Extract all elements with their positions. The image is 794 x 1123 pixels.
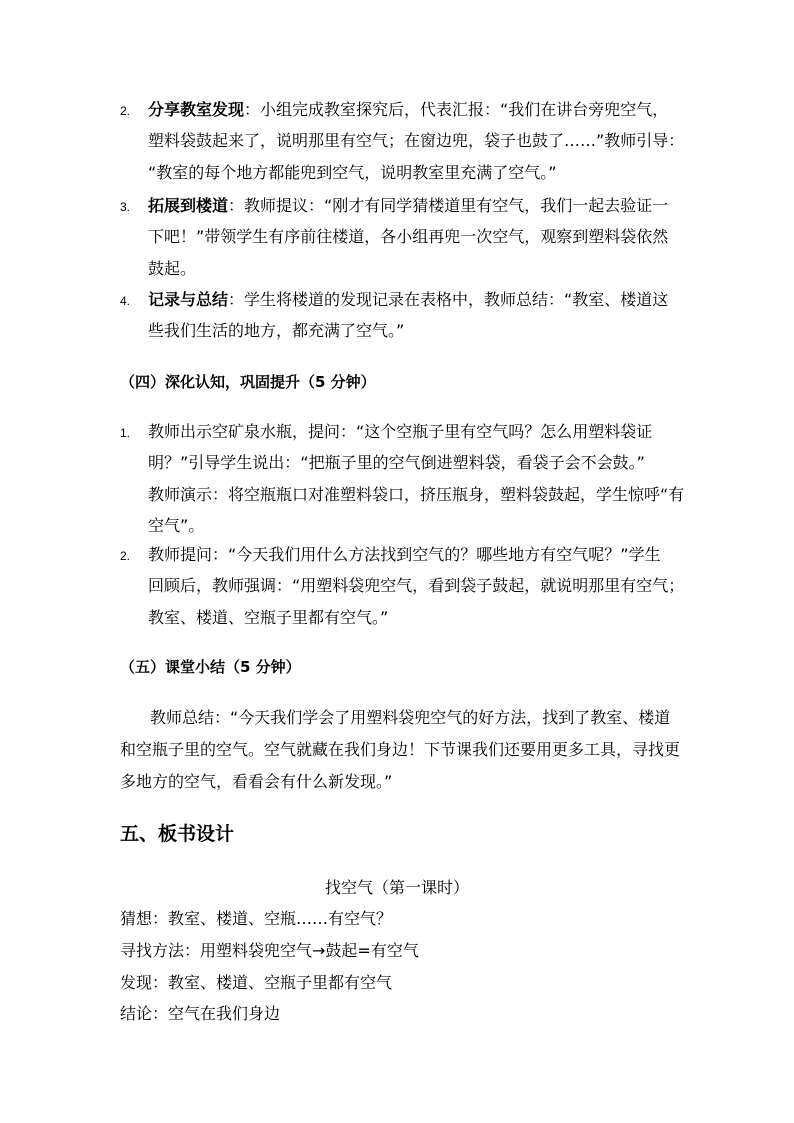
section-title: 五、板书设计: [120, 823, 235, 845]
step-line: 空气”。: [148, 516, 205, 535]
step-line: 下吧！”带领学生有序前往楼道，各小组再兜一次空气，观察到塑料袋依然: [148, 227, 669, 246]
step-text: ：小组完成教室探究后，代表汇报：“我们在讲台旁兜空气，: [244, 100, 669, 119]
step-number: 3.: [120, 200, 131, 214]
step-line: [148, 100, 668, 120]
board-line: 结论：空气在我们身边: [120, 1004, 281, 1023]
step-line: 回顾后，教师强调：“用塑料袋兜空气，看到袋子鼓起，就说明那里有空气；: [148, 576, 685, 595]
step-line: [148, 290, 668, 310]
subsection-heading: （五）课堂小结（5 分钟）: [120, 658, 301, 676]
step-line: 鼓起。: [148, 259, 197, 278]
step-number: 1.: [120, 426, 131, 440]
step-line: [148, 196, 668, 216]
board-line: 寻找方法：用塑料袋兜空气→鼓起=有空气: [120, 941, 419, 960]
step-line: 教师出示空矿泉水瓶，提问：“这个空瓶子里有空气吗？怎么用塑料袋证: [148, 422, 653, 441]
step-text: ：学生将楼道的发现记录在表格中，教师总结：“教室、楼道这: [228, 290, 669, 309]
board-title: 找空气（第一课时）: [325, 878, 470, 897]
board-line: 发现：教室、楼道、空瓶子里都有空气: [120, 973, 393, 992]
step-line: 教师提问：“今天我们用什么方法找到空气的？哪些地方有空气呢？”学生: [148, 545, 661, 564]
step-line: 些我们生活的地方，都充满了空气。”: [148, 321, 405, 340]
step-line: 教室、楼道、空瓶子里都有空气。”: [148, 608, 389, 627]
step-number: 2.: [120, 549, 131, 563]
step-title: 记录与总结: [148, 290, 229, 309]
step-number: 2.: [120, 104, 131, 118]
step-line: “教室的每个地方都能兜到空气，说明教室里充满了空气。”: [148, 163, 557, 182]
step-number: 4.: [120, 294, 131, 308]
step-line: 明？”引导学生说出：“把瓶子里的空气倒进塑料袋，看袋子会不会鼓。”: [148, 453, 645, 472]
summary-line: 教师总结：“今天我们学会了用塑料袋兜空气的好方法，找到了教室、楼道: [150, 708, 671, 727]
step-title: 分享教室发现: [148, 100, 245, 119]
subsection-heading: （四）深化认知，巩固提升（5 分钟）: [120, 373, 376, 391]
board-line: 猜想：教室、楼道、空瓶……有空气？: [120, 909, 393, 928]
step-text: ：教师提议：“刚才有同学猜楼道里有空气，我们一起去验证一: [228, 196, 669, 215]
step-title: 拓展到楼道: [148, 196, 229, 215]
step-line: 教师演示：将空瓶瓶口对准塑料袋口，挤压瓶身，塑料袋鼓起，学生惊呼“有: [148, 485, 685, 504]
summary-line: 多地方的空气，看看会有什么新发现。”: [120, 772, 393, 791]
summary-line: 和空瓶子里的空气。空气就藏在我们身边！下节课我们还要用更多工具，寻找更: [120, 740, 681, 759]
step-line: 塑料袋鼓起来了，说明那里有空气；在窗边兜，袋子也鼓了……”教师引导：: [148, 131, 685, 150]
